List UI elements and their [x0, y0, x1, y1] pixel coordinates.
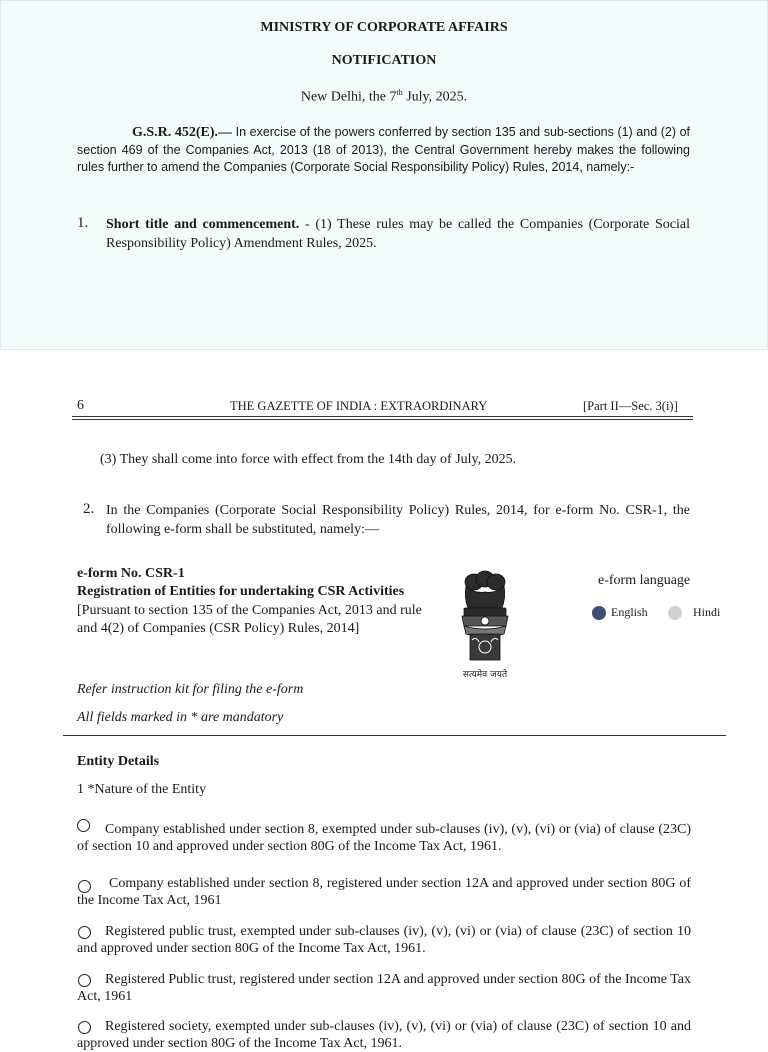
entity-option-3-text: Registered public trust, exempted under sub-clauses (iv), (v), (vi) or (via) of clause (23C) of section 10 and approved under section 80G of the Income Tax Act, 1961. [77, 924, 691, 956]
entity-option-1[interactable] [77, 819, 691, 855]
eform-language-label: e-form language [598, 573, 691, 588]
rule-1-number: 1. [77, 215, 89, 231]
ministry-heading: MINISTRY OF CORPORATE AFFAIRS [260, 20, 508, 35]
entity-option-4-radio[interactable] [78, 974, 91, 987]
gsr-paragraph: G.S.R. 452(E).— In exercise of the powers conferred by section 135 and sub-sections (1) and (2) of section 469 of the Companies Act, 2013 (18 of 2013), the Central Government hereby makes the following rules further to amend the Companies (Corporate Social Responsibility Policy) Rules, 2014, namely:- [77, 125, 690, 174]
rule-1-paragraph: Short title and commencement. - (1) These rules may be called the Companies (Corporate Social Responsibility Policy) Amendment Rules, 2025. [106, 217, 690, 251]
instruction-kit-note: Refer instruction kit for filing the e-form [77, 682, 304, 697]
entity-option-5-radio[interactable] [78, 1021, 91, 1034]
hindi-radio[interactable] [668, 606, 682, 620]
gazette-part: [Part II—Sec. 3(i)] [583, 399, 678, 413]
entity-option-2-text: Company established under section 8, registered under section 12A and approved under section 80G of the Income Tax Act, 1961 [77, 876, 691, 908]
gazette-title: THE GAZETTE OF INDIA : EXTRAORDINARY [230, 399, 488, 413]
entity-details-heading: Entity Details [77, 754, 160, 769]
rule-2-paragraph: In the Companies (Corporate Social Responsibility Policy) Rules, 2014, for e-form No. CSR-1, the following e-form shall be substituted, namely:— [106, 503, 690, 537]
entity-option-2-radio[interactable] [78, 880, 91, 893]
header-rule-bottom [72, 419, 693, 420]
entity-option-1-radio[interactable] [77, 819, 90, 832]
entity-option-3-radio[interactable] [78, 926, 91, 939]
rule-3-text: (3) They shall come into force with effect from the 14th day of July, 2025. [100, 452, 517, 467]
eform-title: Registration of Entities for undertaking CSR Activities [77, 584, 405, 599]
english-label: English [611, 605, 648, 619]
emblem-motto: सत्यमेव जयते [462, 670, 508, 680]
section-divider [63, 735, 726, 736]
language-option-hindi[interactable] [667, 605, 737, 621]
nature-of-entity-label: 1 *Nature of the Entity [77, 782, 207, 797]
national-emblem [450, 568, 520, 668]
emblem-icon [450, 568, 520, 668]
page-number: 6 [77, 398, 84, 413]
entity-option-4-text: Registered Public trust, registered under section 12A and approved under section 80G of the Income Tax Act, 1961 [77, 972, 691, 1004]
entity-option-4[interactable] [77, 972, 691, 1005]
entity-option-3[interactable] [77, 924, 691, 957]
entity-option-5-text: Registered society, exempted under sub-clauses (iv), (v), (vi) or (via) of clause (23C) of section 10 and approved under section 80G of the Income Tax Act, 1961. [77, 1019, 691, 1051]
hindi-label: Hindi [693, 605, 721, 619]
eform-number: e-form No. CSR-1 [77, 566, 185, 581]
entity-option-1-text: Company established under section 8, exempted under sub-clauses (iv), (v), (vi) or (via) of clause (23C) of section 10 and approved under section 80G of the Income Tax Act, 1961. [77, 822, 691, 854]
english-radio[interactable] [592, 606, 606, 620]
entity-option-2[interactable] [77, 876, 691, 909]
rule-2-number: 2. [83, 501, 95, 517]
language-option-english[interactable] [591, 605, 671, 621]
eform-pursuant: [Pursuant to section 135 of the Companies Act, 2013 and rule and 4(2) of Companies (CSR Policy) Rules, 2014] [77, 603, 422, 636]
notification-heading: NOTIFICATION [331, 53, 437, 68]
mandatory-fields-note: All fields marked in * are mandatory [77, 710, 284, 725]
notification-date: New Delhi, the 7th July, 2025. [300, 88, 468, 105]
header-rule-top [72, 416, 693, 417]
